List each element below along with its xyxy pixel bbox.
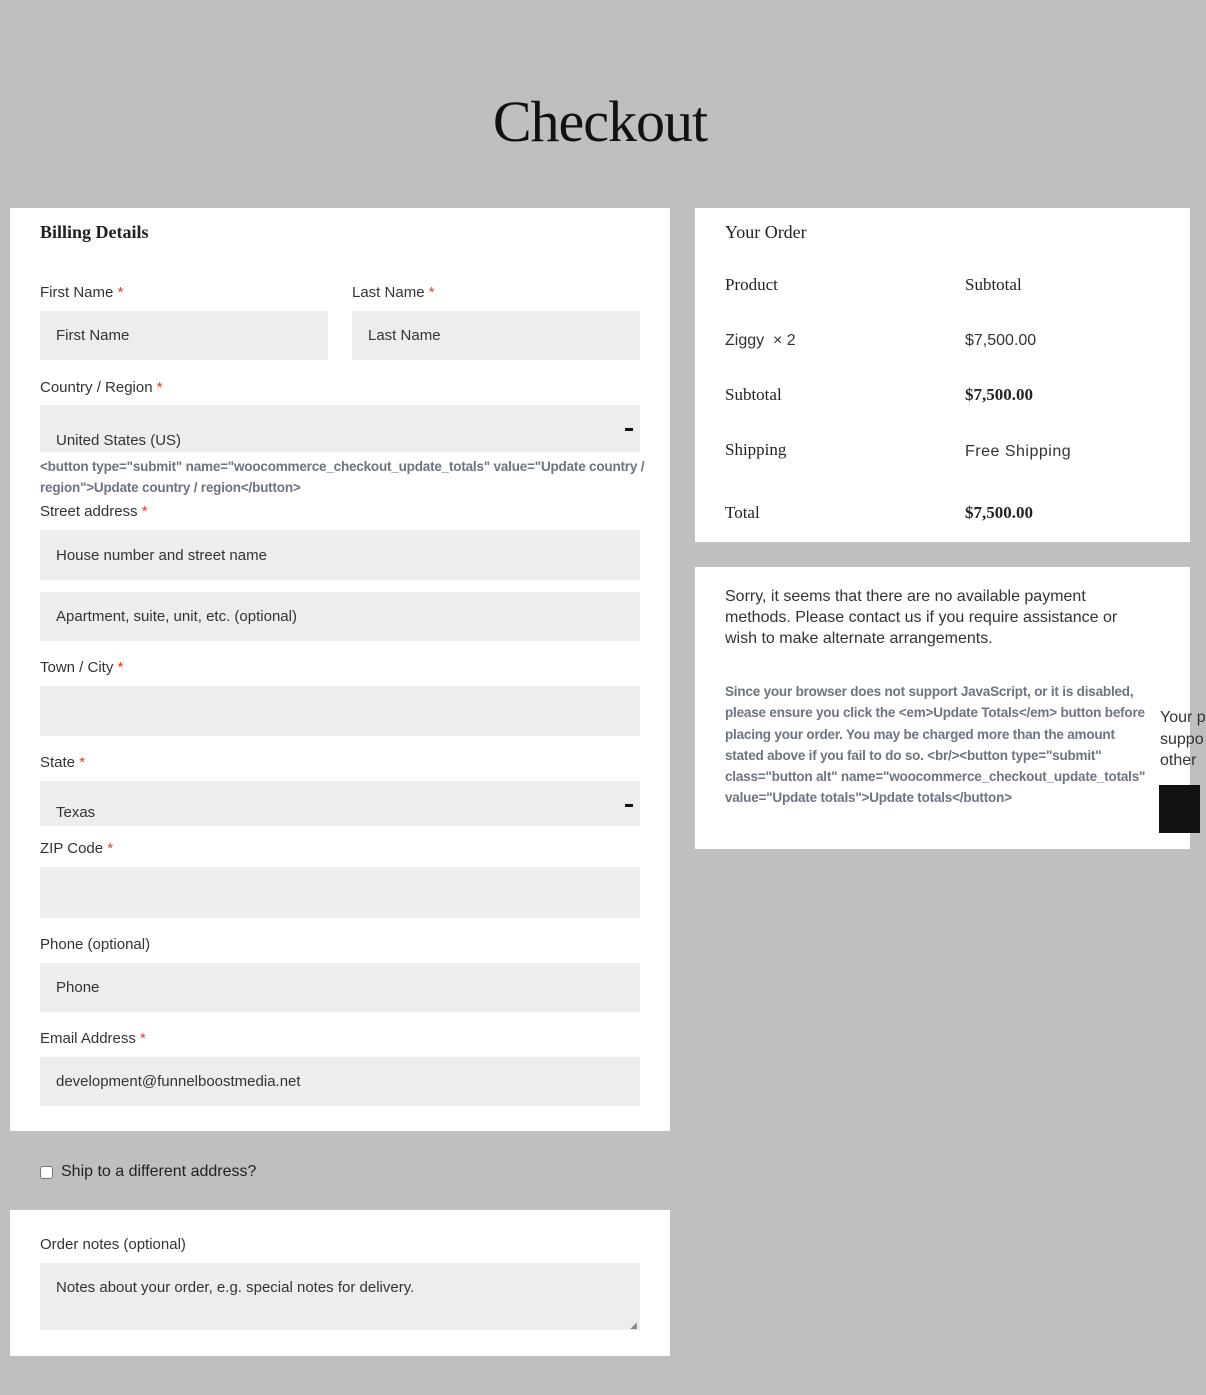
- zip-label: ZIP Code *: [40, 840, 114, 857]
- country-label: Country / Region *: [40, 379, 163, 396]
- street-input[interactable]: House number and street name: [40, 530, 640, 580]
- col-product: Product: [725, 275, 778, 294]
- billing-heading: Billing Details: [40, 222, 149, 242]
- ship-different-label: Ship to a different address?: [61, 1163, 257, 1180]
- resize-handle-icon[interactable]: ◢: [630, 1320, 637, 1330]
- subtotal-value: $7,500.00: [965, 385, 1033, 404]
- select-arrow-icon: [625, 428, 633, 431]
- ship-different-address[interactable]: [40, 1163, 256, 1181]
- col-subtotal: Subtotal: [965, 275, 1022, 294]
- place-order-button[interactable]: [1159, 785, 1200, 833]
- last-name-input[interactable]: Last Name: [352, 311, 640, 360]
- order-notes-label: Order notes (optional): [40, 1236, 186, 1253]
- street-label: Street address *: [40, 503, 148, 520]
- state-select[interactable]: [40, 781, 640, 826]
- phone-label: Phone (optional): [40, 936, 151, 953]
- order-notes-card: [10, 1210, 670, 1356]
- city-input[interactable]: [40, 686, 640, 736]
- email-input[interactable]: development@funnelboostmedia.net: [40, 1057, 640, 1106]
- shipping-value: Free Shipping: [965, 443, 1072, 460]
- select-arrow-icon: [625, 804, 633, 807]
- email-label: Email Address *: [40, 1030, 146, 1047]
- order-item-price: $7,500.00: [965, 332, 1037, 349]
- total-label: Total: [725, 503, 760, 522]
- country-select[interactable]: [40, 405, 640, 452]
- zip-input[interactable]: [40, 867, 640, 918]
- your-order-card: [695, 208, 1190, 542]
- ship-different-checkbox[interactable]: [40, 1166, 53, 1179]
- shipping-label: Shipping: [725, 440, 787, 459]
- payment-card: [695, 567, 1190, 849]
- update-country-noscript: <button type="submit" name="woocommerce_checkout_update_totals" value="Update country / region">Update country / region</button>: [40, 459, 645, 496]
- state-value: Texas: [56, 804, 96, 821]
- no-payment-message: Sorry, it seems that there are no available payment methods. Please contact us if you require assistance or wish to make alternate arrangements.: [725, 588, 1118, 647]
- order-item-name: Ziggy × 2: [725, 332, 796, 349]
- state-label: State *: [40, 754, 86, 771]
- billing-details-card: [10, 208, 670, 1131]
- street2-input[interactable]: Apartment, suite, unit, etc. (optional): [40, 592, 640, 641]
- overflow-text: [1160, 707, 1206, 772]
- first-name-input[interactable]: First Name: [40, 311, 328, 360]
- last-name-label: Last Name *: [352, 284, 435, 301]
- your-order-heading: Your Order: [725, 222, 807, 242]
- phone-input[interactable]: Phone: [40, 963, 640, 1012]
- overflow-line: Your p: [1160, 709, 1206, 726]
- city-label: Town / City *: [40, 659, 124, 676]
- total-value: $7,500.00: [965, 503, 1033, 522]
- update-totals-noscript: Since your browser does not support JavaScript, or it is disabled, please ensure you click the <em>Update Totals</em> button before placing your order. You may be charged more than the amount stated above if you fail to do so. <br/><button type="submit" class="button alt" name="woocommerce_checkout_update_totals" value="Update totals">Update totals</button>: [725, 684, 1146, 806]
- overflow-line: suppo: [1160, 730, 1204, 748]
- country-value: United States (US): [56, 432, 182, 449]
- overflow-line: other: [1160, 752, 1197, 769]
- page-title: Checkout: [492, 89, 708, 154]
- first-name-label: First Name *: [40, 284, 124, 301]
- order-notes-textarea[interactable]: Notes about your order, e.g. special notes for delivery.: [40, 1263, 640, 1330]
- subtotal-label: Subtotal: [725, 385, 782, 404]
